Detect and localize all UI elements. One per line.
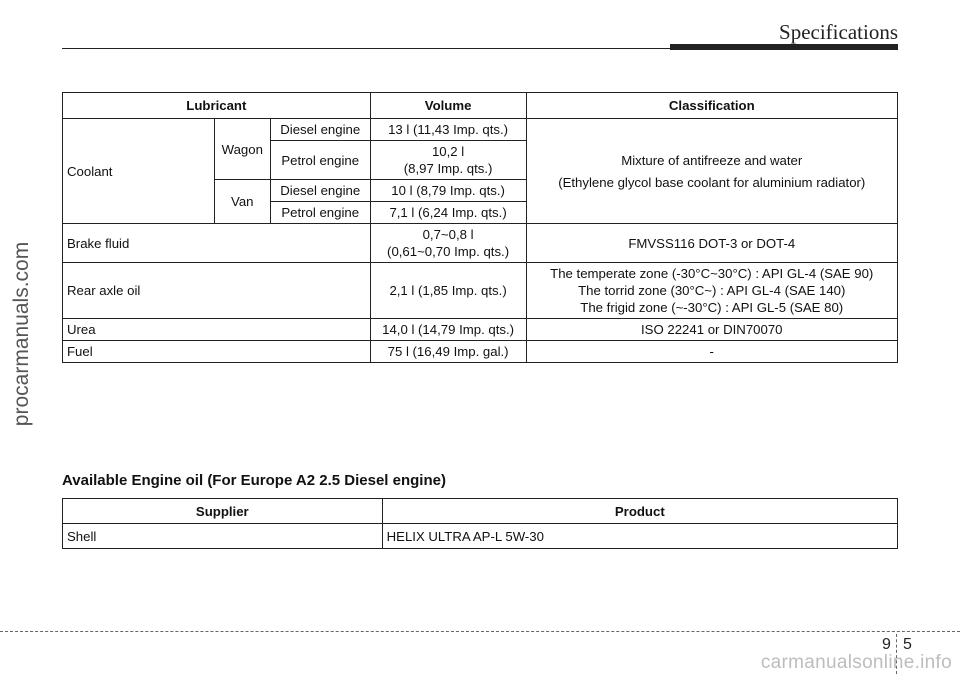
wagon-label: Wagon bbox=[214, 119, 270, 180]
table-header-row bbox=[63, 93, 898, 119]
rear-axle-oil-classification bbox=[526, 263, 898, 319]
wagon-petrol-label: Petrol engine bbox=[270, 141, 370, 180]
table-row bbox=[63, 524, 898, 549]
header-lubricant: Lubricant bbox=[63, 93, 371, 119]
header-rule bbox=[62, 48, 672, 49]
page-number: 5 bbox=[903, 636, 912, 653]
header-product: Product bbox=[382, 499, 897, 524]
wagon-diesel-label: Diesel engine bbox=[270, 119, 370, 141]
rear-axle-classification-line1: The temperate zone (-30°C~30°C) : API GL-4 (SAE 90) bbox=[550, 266, 874, 281]
brake-fluid-volume-line2: (0,61~0,70 Imp. qts.) bbox=[387, 244, 510, 259]
van-label: Van bbox=[214, 180, 270, 224]
oil-product: HELIX ULTRA AP-L 5W-30 bbox=[382, 524, 897, 549]
van-diesel-volume: 10 l (8,79 Imp. qts.) bbox=[370, 180, 526, 202]
table-row bbox=[63, 119, 898, 141]
urea-classification: ISO 22241 or DIN70070 bbox=[526, 319, 898, 341]
table-row bbox=[63, 224, 898, 263]
page-header-title: Specifications bbox=[779, 20, 898, 44]
fuel-label: Fuel bbox=[63, 341, 371, 363]
brake-fluid-volume bbox=[370, 224, 526, 263]
table-row bbox=[63, 341, 898, 363]
bottom-watermark: carmanualsonline.info bbox=[760, 652, 952, 673]
wagon-petrol-volume-line1: 10,2 l bbox=[431, 144, 465, 159]
coolant-classification-line1: Mixture of antifreeze and water bbox=[621, 152, 803, 168]
urea-label: Urea bbox=[63, 319, 371, 341]
chapter-number: 9 bbox=[882, 636, 891, 653]
side-watermark: procarmanuals.com bbox=[10, 241, 33, 427]
table-row bbox=[63, 319, 898, 341]
fuel-volume: 75 l (16,49 Imp. gal.) bbox=[370, 341, 526, 363]
table-row bbox=[63, 263, 898, 319]
rear-axle-classification-line3: The frigid zone (~-30°C) : API GL-5 (SAE 80) bbox=[580, 300, 844, 315]
header-classification: Classification bbox=[526, 93, 898, 119]
brake-fluid-volume-line1: 0,7~0,8 l bbox=[422, 227, 474, 242]
rear-axle-oil-volume: 2,1 l (1,85 Imp. qts.) bbox=[370, 263, 526, 319]
fuel-classification: - bbox=[526, 341, 898, 363]
header-supplier: Supplier bbox=[63, 499, 383, 524]
header-volume: Volume bbox=[370, 93, 526, 119]
van-diesel-label: Diesel engine bbox=[270, 180, 370, 202]
rear-axle-classification-line2: The torrid zone (30°C~) : API GL-4 (SAE 140) bbox=[578, 283, 846, 298]
footer-rule bbox=[0, 631, 960, 632]
brake-fluid-classification: FMVSS116 DOT-3 or DOT-4 bbox=[526, 224, 898, 263]
engine-oil-section-title: Available Engine oil (For Europe A2 2.5 Diesel engine) bbox=[62, 472, 446, 489]
header-rule-accent bbox=[670, 44, 898, 50]
wagon-petrol-volume bbox=[370, 141, 526, 180]
coolant-label: Coolant bbox=[63, 119, 215, 224]
van-petrol-label: Petrol engine bbox=[270, 202, 370, 224]
brake-fluid-label: Brake fluid bbox=[63, 224, 371, 263]
engine-oil-table bbox=[62, 498, 898, 549]
oil-supplier: Shell bbox=[63, 524, 383, 549]
wagon-petrol-volume-line2: (8,97 Imp. qts.) bbox=[403, 161, 493, 176]
rear-axle-oil-label: Rear axle oil bbox=[63, 263, 371, 319]
wagon-diesel-volume: 13 l (11,43 Imp. qts.) bbox=[370, 119, 526, 141]
lubricant-spec-table bbox=[62, 92, 898, 363]
table-header-row bbox=[63, 499, 898, 524]
coolant-classification-line2: (Ethylene glycol base coolant for aluminium radiator) bbox=[558, 174, 866, 190]
coolant-classification bbox=[526, 119, 898, 224]
urea-volume: 14,0 l (14,79 Imp. qts.) bbox=[370, 319, 526, 341]
van-petrol-volume: 7,1 l (6,24 Imp. qts.) bbox=[370, 202, 526, 224]
